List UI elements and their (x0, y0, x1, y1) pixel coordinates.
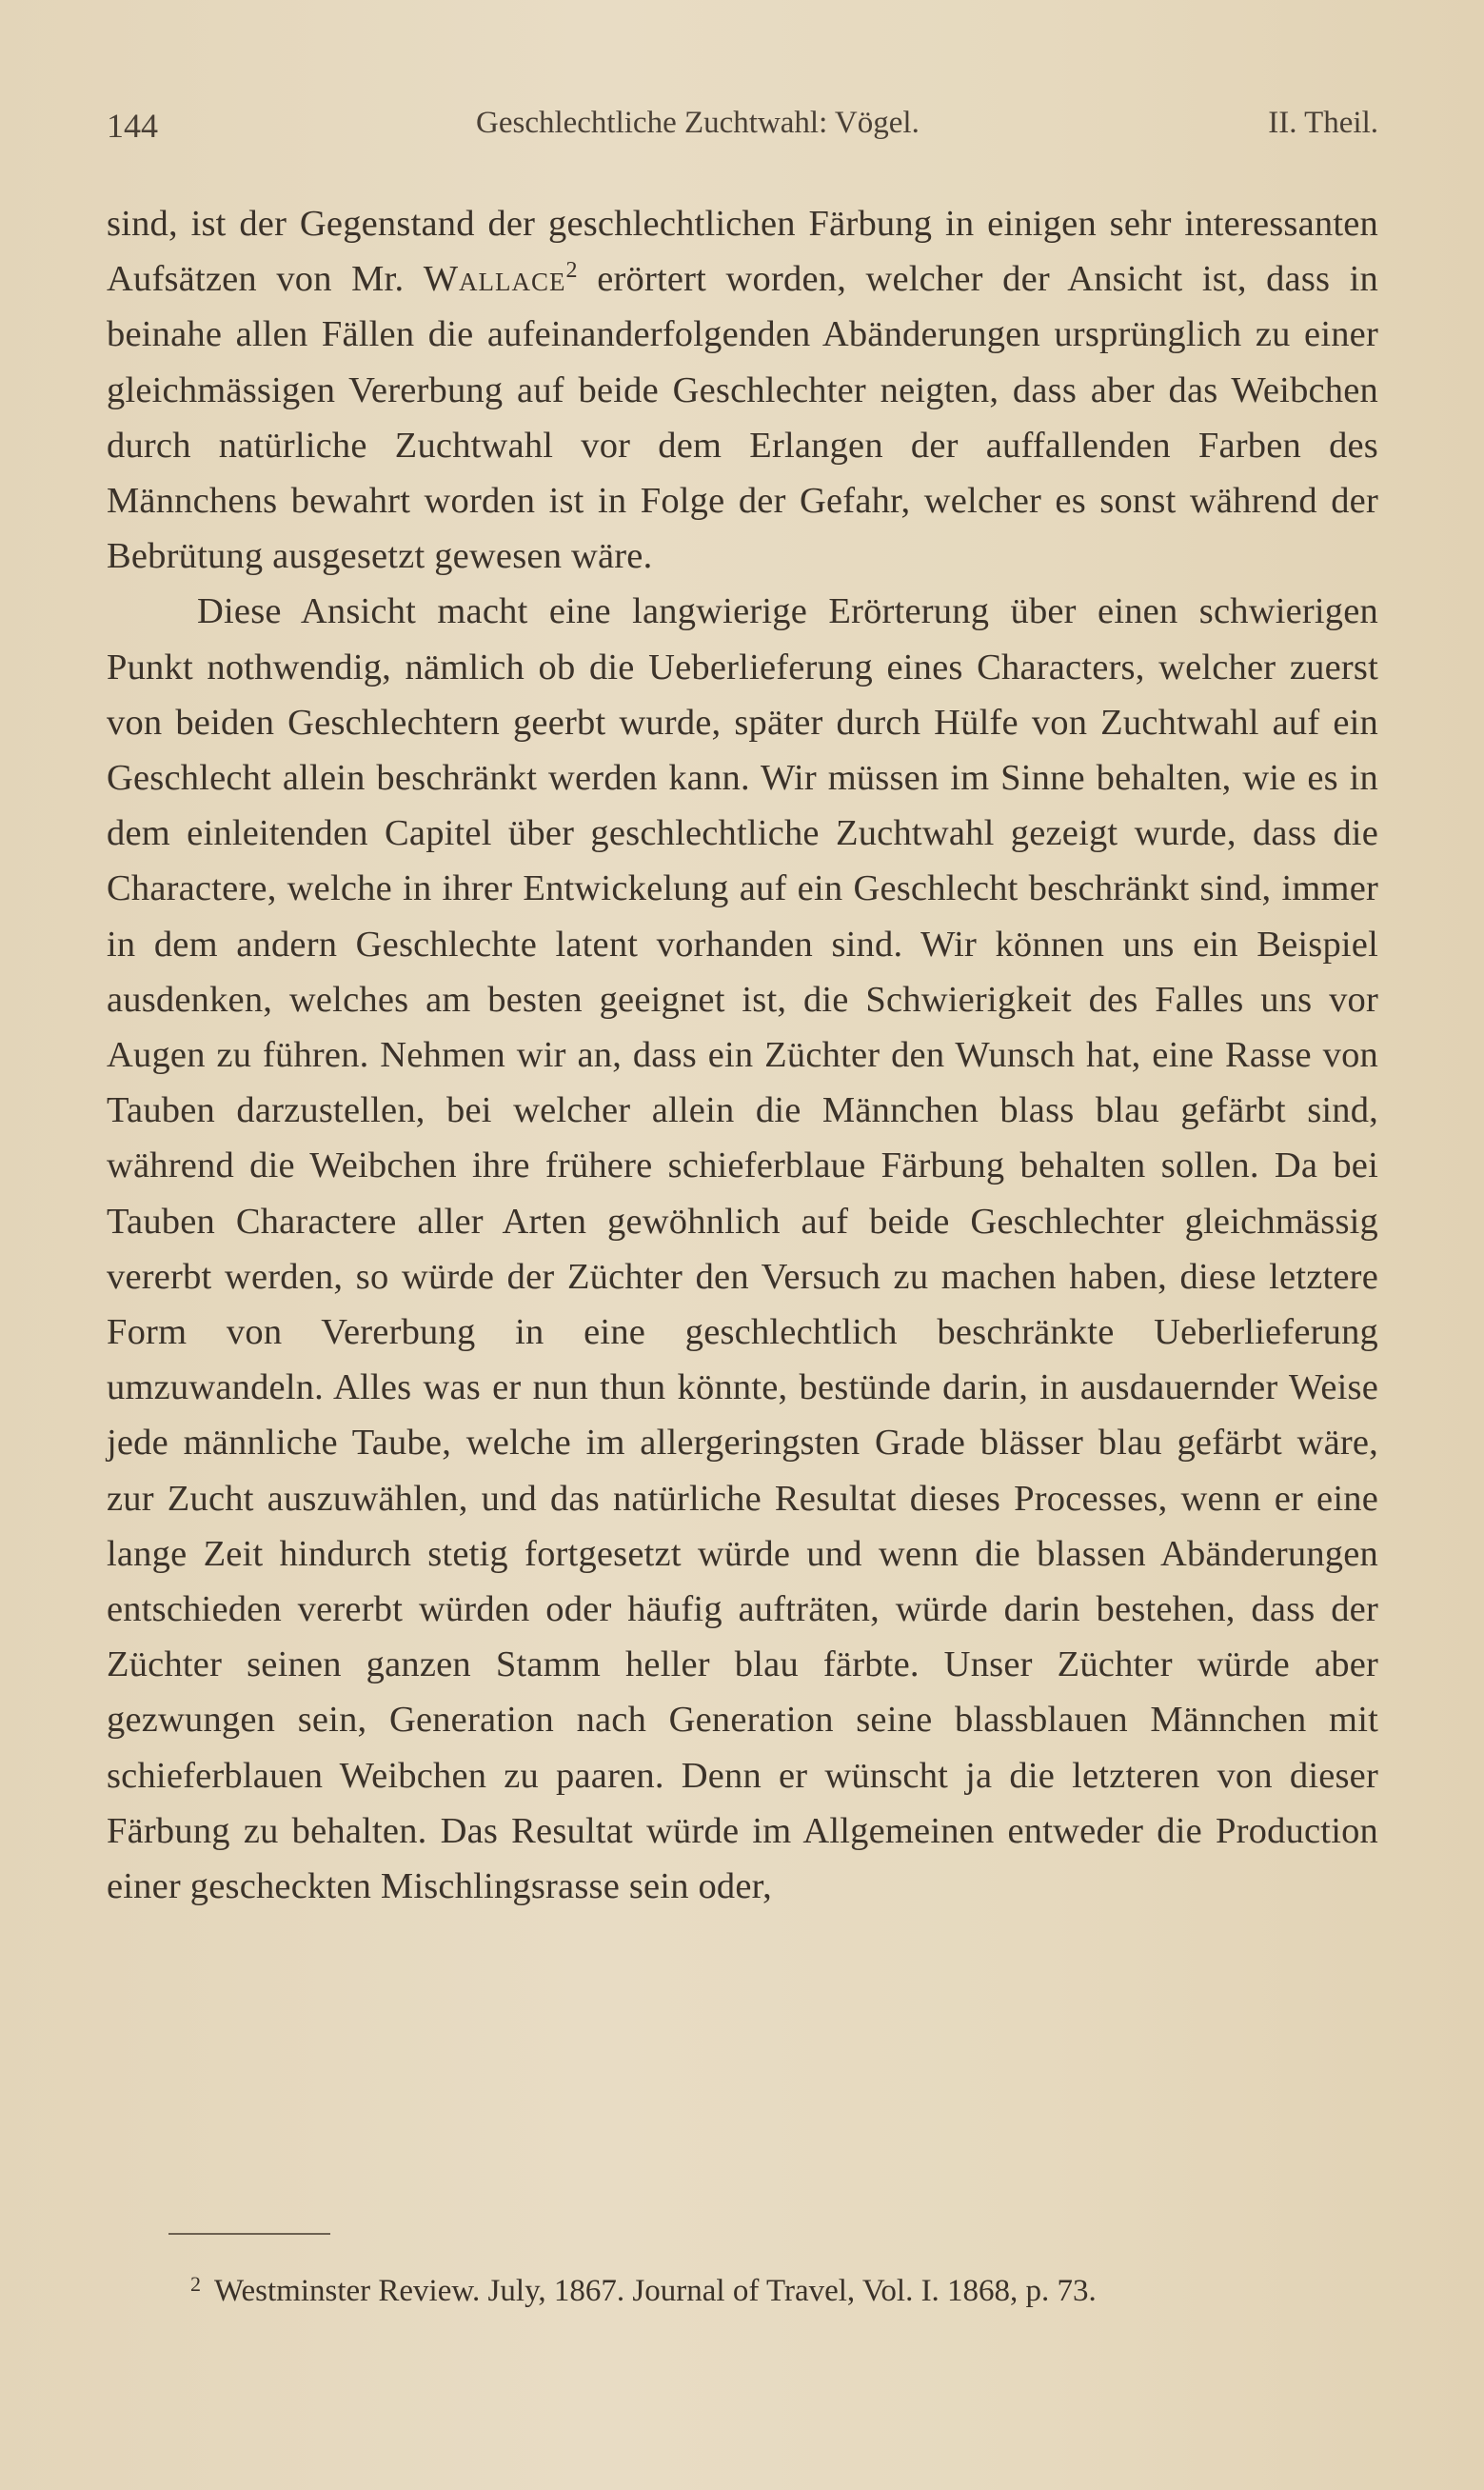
page-header (107, 100, 1378, 148)
footnote-mark: 2 (190, 2272, 201, 2296)
running-title: Geschlechtliche Zuchtwahl: Vögel. (476, 106, 920, 140)
paragraph: Diese Ansicht macht eine langwierige Erörterung über einen schwierigen Punkt nothwendig, nämlich ob die Ueberlieferung eines Characters, welcher zuerst von beiden Geschlechtern geerbt wurde, später durch Hülfe von Zuchtwahl auf ein Geschlecht allein beschränkt werden kann. Wir müssen im Sinne behalten, wie es in dem einleitenden Capitel über geschlechtliche Zuchtwahl gezeigt wurde, dass die Charactere, welche in ihrer Entwickelung auf ein Geschlecht beschränkt sind, immer in dem andern Geschlechte latent vorhanden sind. Wir können uns ein Beispiel ausdenken, welches am besten geeignet ist, die Schwierigkeit des Falles uns vor Augen zu führen. Nehmen wir an, dass ein Züchter den Wunsch hat, eine Rasse von Tauben darzustellen, bei welcher allein die Männchen blass blau gefärbt sind, während die Weibchen ihre frühere schieferblaue Färbung behalten sollen. Da bei Tauben Charactere aller Arten gewöhnlich auf beide Geschlechter gleichmässig vererbt werden, so würde der Züchter den Versuch zu machen haben, diese letztere Form von Vererbung in eine geschlechtlich beschränkte Ueberlieferung umzuwandeln. Alles was er nun thun könnte, bestünde darin, in ausdauernder Weise jede männliche Taube, welche im allergeringsten Grade blässer blau gefärbt wäre, zur Zucht auszuwählen, und das natürliche Resultat dieses Processes, wenn er eine lange Zeit hindurch stetig fortgesetzt würde und wenn die blassen Abänderungen entschieden vererbt würden oder häufig aufträten, würde darin bestehen, dass der Züchter seinen ganzen Stamm heller blau färbte. Unser Züchter würde aber gezwungen sein, Generation nach Generation seine blassblauen Männchen mit schieferblauen Weibchen zu paaren. Denn er wünscht ja die letzteren von dieser Färbung zu behalten. Das Resultat würde im Allgemeinen entweder die Production einer gescheckten Mischlingsrasse sein oder, (107, 591, 1378, 1907)
footnote-reference: 2 (565, 258, 578, 284)
paragraph-text: erörtert worden, welcher der Ansicht ist, dass in beinahe allen Fällen die aufeinanderfolgenden Abänderungen ursprünglich zu einer gleichmässigen Vererbung auf beide Geschlechter neigten, dass aber das Weibchen durch natürliche Zuchtwahl vor dem Erlangen der auffallenden Farben des Männchens bewahrt worden ist in Folge der Gefahr, welcher es sonst während der Bebrütung ausgesetzt gewesen wäre. (107, 259, 1378, 577)
part-label: II. Theil. (1268, 106, 1378, 140)
author-name: Wallace (423, 259, 566, 300)
main-text (107, 196, 1378, 1914)
paragraph-text: sind, ist der Gegenstand der geschlechtlichen Färbung in einigen sehr interessanten Aufsätzen von Mr. (107, 204, 1378, 300)
page-number: 144 (107, 107, 158, 145)
footnote (190, 2261, 1390, 2314)
footnote-text: Westminster Review. July, 1867. Journal of Travel, Vol. I. 1868, p. 73. (214, 2274, 1097, 2308)
paragraph-continued (107, 196, 1378, 584)
footnote-divider (168, 2233, 330, 2235)
